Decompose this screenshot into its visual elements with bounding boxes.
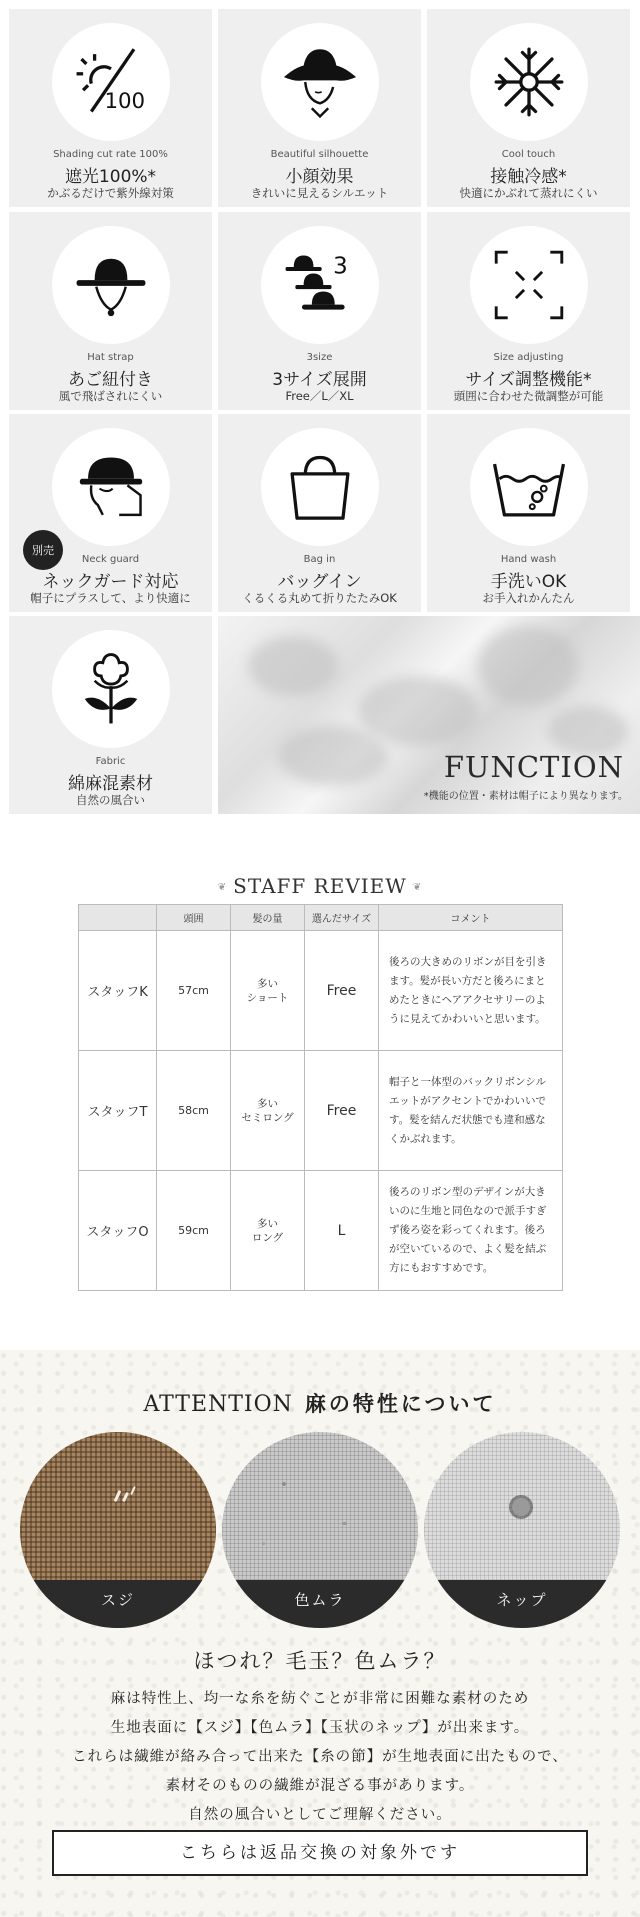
chosen-size: L: [305, 1171, 379, 1291]
feature-desc: かぶるだけで紫外線対策: [47, 186, 174, 200]
feature-en: Beautiful silhouette: [270, 149, 369, 160]
table-row: [79, 1171, 563, 1291]
size-adjust-icon: [488, 244, 570, 326]
svg-text:3: 3: [332, 253, 348, 280]
ornament-right-icon: ❦: [412, 882, 423, 893]
feature-en: Hat strap: [87, 352, 134, 363]
feature-desc: 快適にかぶれて蒸れにくい: [459, 186, 598, 200]
feature-circle: [52, 23, 170, 141]
texture-nep-image: [424, 1432, 620, 1628]
column-header: コメント: [379, 905, 563, 931]
feature-title: 綿麻混素材: [68, 774, 153, 794]
feature-desc: 風で飛ばされにくい: [58, 389, 163, 403]
table-row: [79, 931, 563, 1051]
texture-streak-image: [20, 1432, 216, 1628]
feature-circle: [52, 428, 170, 546]
column-header: 選んだサイズ: [305, 905, 379, 931]
attention-body: 麻は特性上、均一な糸を紡ぐことが非常に困難な素材のため 生地表面に【スジ】【色ムラ】【玉状のネップ】が出来ます。 これらは繊維が絡み合って出来た【糸の節】が生地表面に出たもので、 素材そのものの繊維が混ざる事があります。 自然の風合いとしてご理解ください。: [72, 1691, 568, 1823]
function-section: [0, 0, 640, 820]
feature-en: Hand wash: [500, 554, 557, 565]
hair-amount: 多い ショート: [231, 931, 305, 1051]
feature-card-size-adjusting: [427, 212, 630, 410]
attention-section: [0, 1350, 640, 1917]
feature-circle: [52, 226, 170, 344]
feature-title: あご紐付き: [68, 370, 153, 390]
three-hats-icon: [279, 244, 361, 326]
staff-comment: 帽子と一体型のバックリボンシルエットがアクセントでかわいいです。髪を結んだ状態でも違和感なくかぶれます。: [379, 1051, 563, 1171]
feature-title: 接触冷感*: [490, 167, 567, 187]
feature-card-bag-in: [218, 414, 421, 612]
texture-label: ネップ: [424, 1580, 620, 1628]
feature-desc: 自然の風合い: [76, 793, 145, 807]
feature-en: Cool touch: [501, 149, 556, 160]
feature-circle: [261, 23, 379, 141]
feature-card-silhouette: [218, 9, 421, 207]
feature-en: Fabric: [95, 756, 126, 767]
feature-en: Shading cut rate 100%: [53, 149, 168, 160]
staff-comment: 後ろのリボン型のデザインが大きいのに生地と同色なので派手すぎず後ろ姿を彩ってくれます。後ろが空いているので、よく髪を結ぶ方にもおすすめです。: [379, 1171, 563, 1291]
texture-color-unevenness-image: [222, 1432, 418, 1628]
staff-review-table: [78, 904, 563, 1291]
feature-circle: [261, 226, 379, 344]
staff-review-section: [0, 820, 640, 1350]
chosen-size: Free: [305, 931, 379, 1051]
feature-title: バッグイン: [277, 572, 362, 592]
feature-en: Neck guard: [81, 554, 140, 565]
sun-shade-icon: [70, 41, 152, 123]
feature-en: Size adjusting: [493, 352, 564, 363]
attention-title: ATTENTION 麻の特性について: [143, 1392, 497, 1417]
feature-en: Bag in: [303, 554, 336, 565]
feature-card-3size: [218, 212, 421, 410]
feature-desc: くるくる丸めて折りたたみOK: [242, 591, 397, 605]
staff-comment: 後ろの大きめのリボンが目を引きます。髪が長い方だと後ろにまとめたときにヘアアクセサリーのように見えてかわいいと思います。: [379, 931, 563, 1051]
feature-desc: お手入れかんたん: [482, 591, 575, 605]
sold-separately-badge: 別売: [23, 530, 63, 570]
staff-name: スタッフK: [79, 931, 157, 1051]
column-header: 頭囲: [157, 905, 231, 931]
feature-desc: Free／L／XL: [285, 389, 354, 403]
face-silhouette-icon: [279, 41, 361, 123]
column-header: [79, 905, 157, 931]
head-size: 58cm: [157, 1051, 231, 1171]
feature-circle: [470, 226, 588, 344]
feature-card-fabric: [9, 616, 212, 814]
hat-strap-icon: [70, 244, 152, 326]
head-size: 59cm: [157, 1171, 231, 1291]
snowflake-icon: [488, 41, 570, 123]
attention-question: ほつれ？毛玉？色ムラ？: [193, 1649, 447, 1673]
feature-en: 3size: [306, 352, 333, 363]
feature-title: 手洗いOK: [490, 572, 567, 592]
feature-circle: [470, 428, 588, 546]
head-size: 57cm: [157, 931, 231, 1051]
column-header: 髪の量: [231, 905, 305, 931]
no-return-notice: こちらは返品交換の対象外です: [52, 1830, 588, 1876]
chosen-size: Free: [305, 1051, 379, 1171]
staff-name: スタッフO: [79, 1171, 157, 1291]
feature-circle: [261, 428, 379, 546]
feature-circle: [52, 630, 170, 748]
function-note: *機能の位置・素材は帽子により異なります。: [423, 791, 628, 802]
function-photo-panel: [218, 616, 640, 814]
texture-label: 色ムラ: [222, 1580, 418, 1628]
cotton-plant-icon: [70, 648, 152, 730]
feature-card-hat-strap: [9, 212, 212, 410]
staff-review-title: ❦ STAFF REVIEW ❦: [217, 874, 423, 898]
feature-desc: きれいに見えるシルエット: [250, 186, 389, 200]
hair-amount: 多い ロング: [231, 1171, 305, 1291]
feature-card-neck-guard: [9, 414, 212, 612]
neck-guard-icon: [70, 446, 152, 528]
bag-icon: [279, 446, 361, 528]
feature-desc: 頭囲に合わせた微調整が可能: [453, 389, 604, 403]
feature-circle: [470, 23, 588, 141]
svg-text:100: 100: [103, 89, 145, 115]
feature-card-shading: [9, 9, 212, 207]
table-header-row: [79, 905, 563, 931]
texture-label: スジ: [20, 1580, 216, 1628]
feature-desc: 帽子にプラスして、より快適に: [30, 591, 191, 605]
hair-amount: 多い セミロング: [231, 1051, 305, 1171]
ornament-left-icon: ❦: [217, 882, 228, 893]
staff-name: スタッフT: [79, 1051, 157, 1171]
hand-wash-icon: [488, 446, 570, 528]
function-title: FUNCTION: [443, 750, 624, 784]
feature-title: 3サイズ展開: [272, 370, 367, 390]
table-row: [79, 1051, 563, 1171]
feature-title: ネックガード対応: [42, 572, 179, 592]
feature-title: 遮光100%*: [64, 167, 157, 187]
feature-card-hand-wash: [427, 414, 630, 612]
feature-card-cool-touch: [427, 9, 630, 207]
feature-title: 小顔効果: [285, 167, 354, 187]
feature-title: サイズ調整機能*: [465, 370, 592, 390]
